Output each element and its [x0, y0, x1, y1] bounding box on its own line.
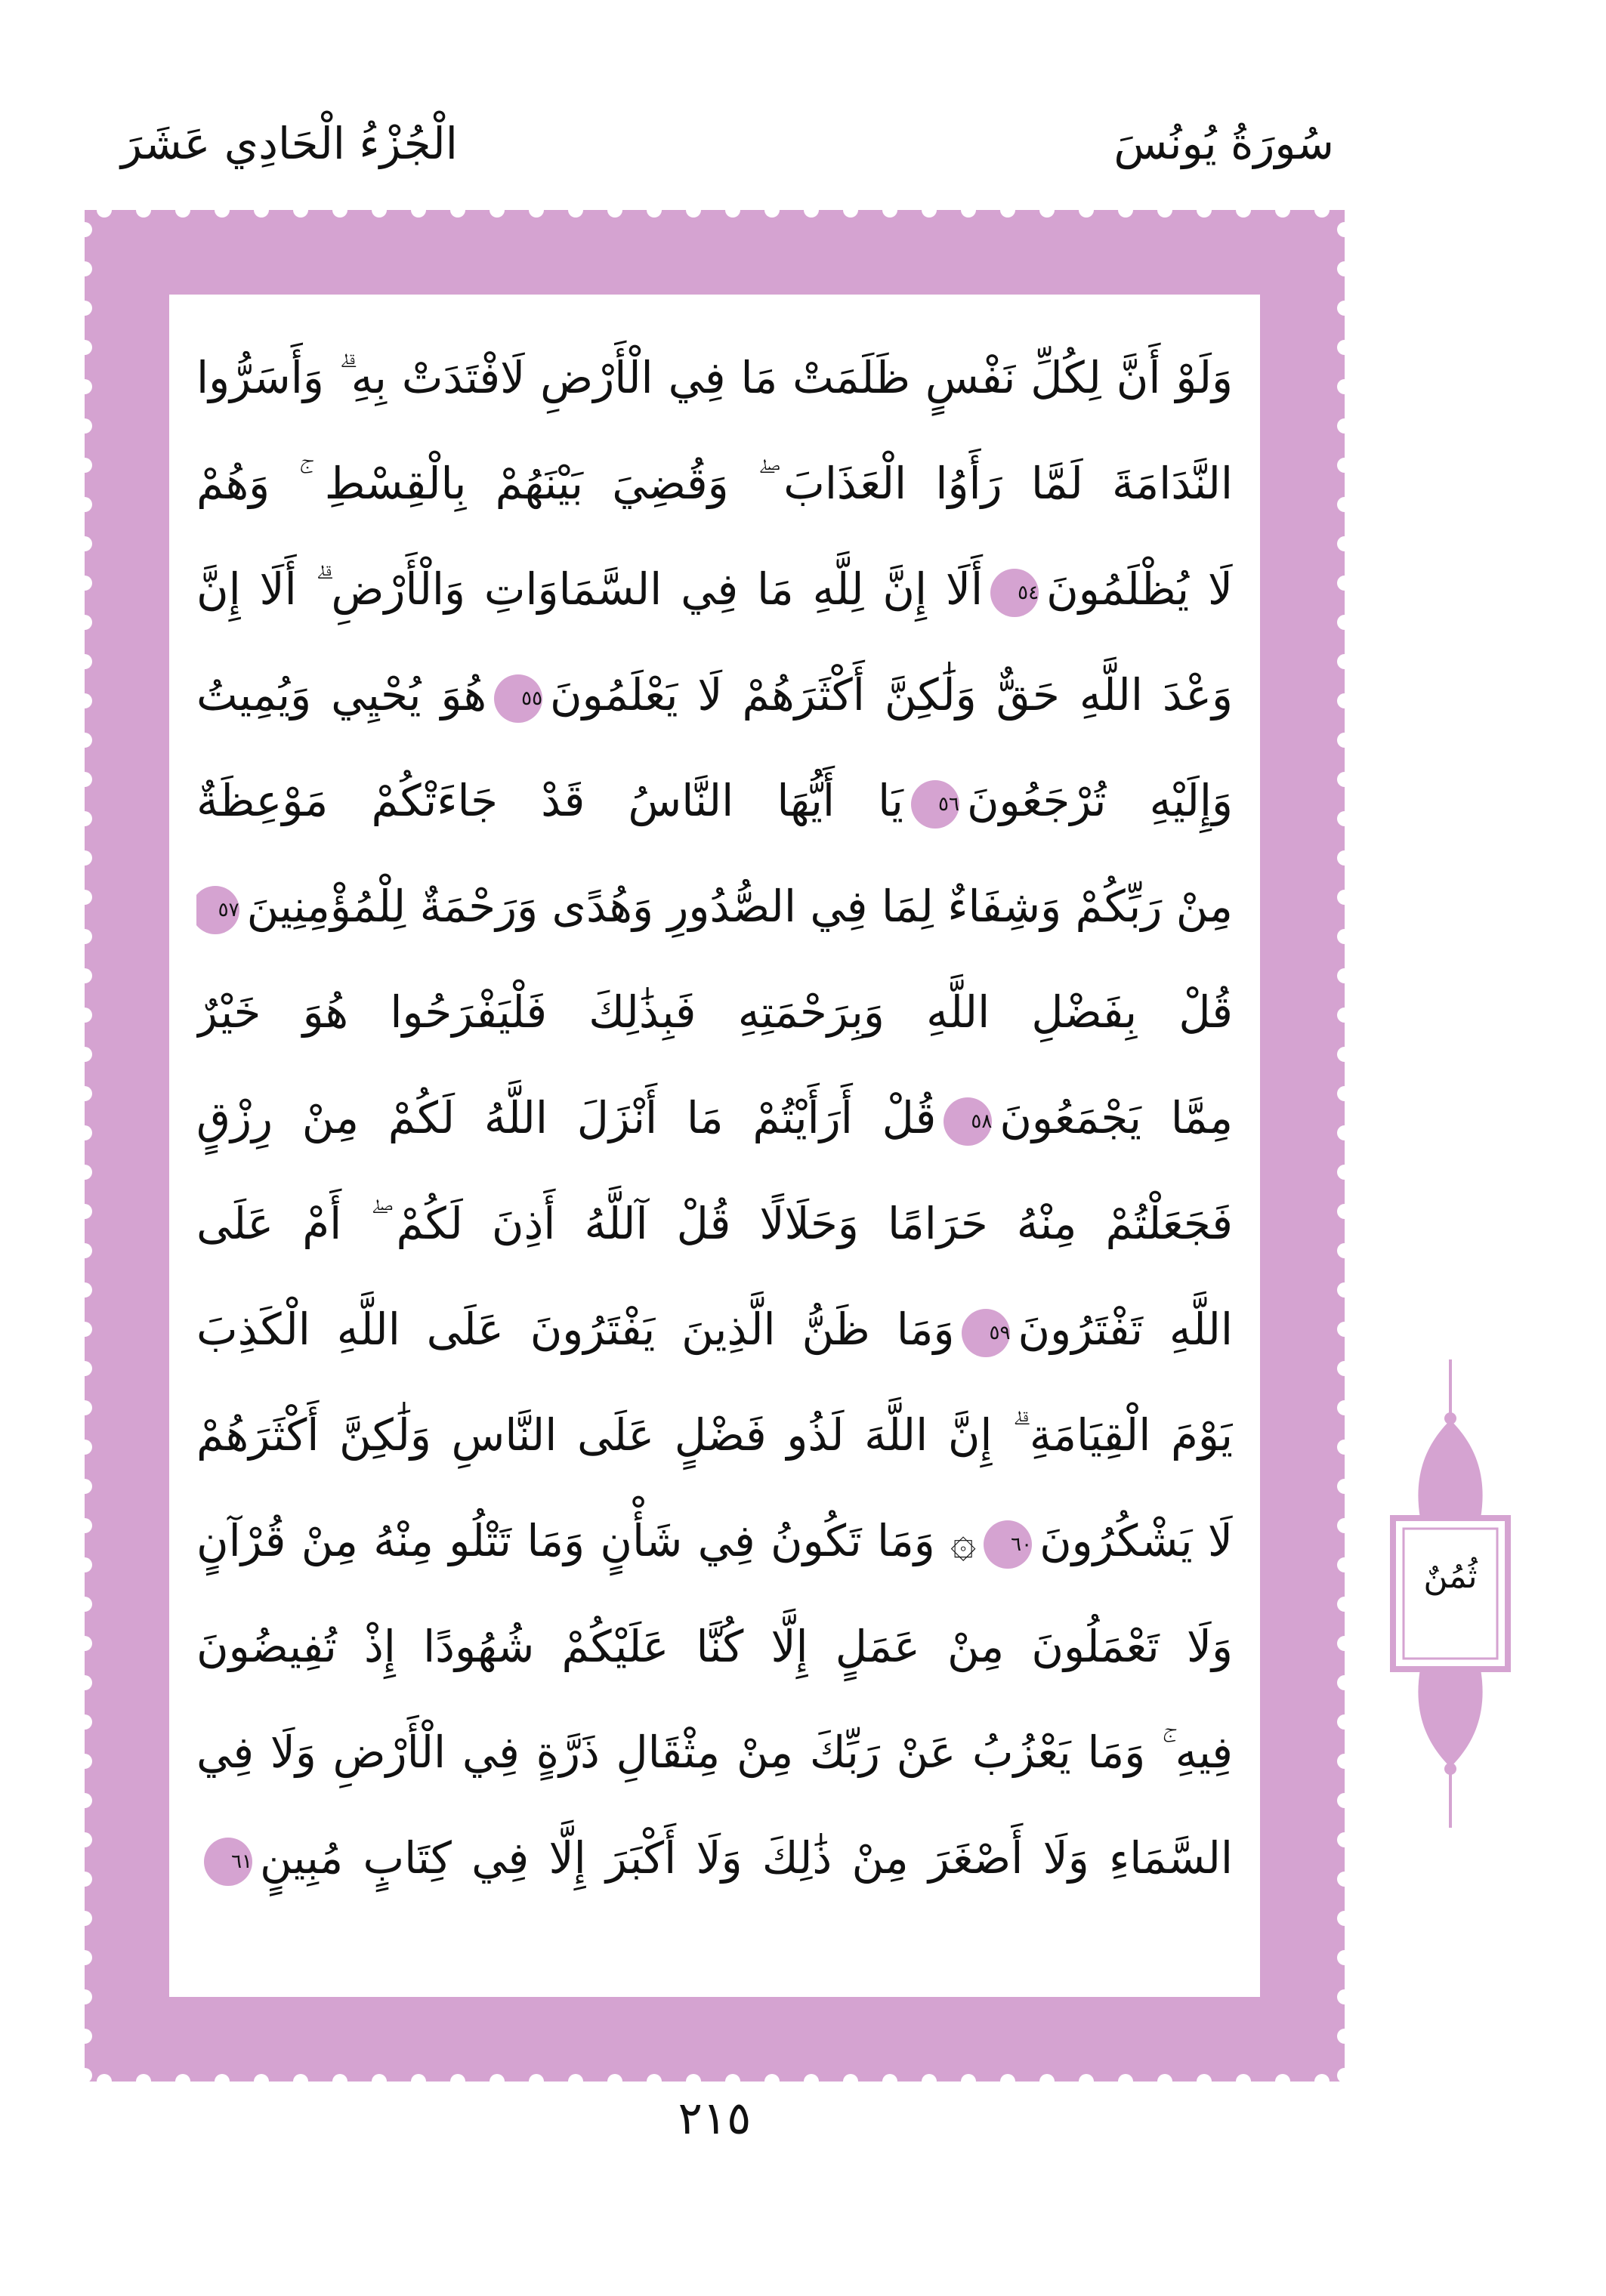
verse-line	[196, 1276, 1233, 1382]
verse-text: أَلَا إِنَّ لِلَّهِ مَا فِي السَّمَاوَاتِ وَالْأَرْضِ ۗ أَلَا إِنَّ	[196, 563, 984, 615]
juz-name: الْجُزْءُ الْحَادِي عَشَرَ	[121, 118, 458, 169]
ayah-number-marker: ٦٠	[984, 1520, 1032, 1569]
verse-line	[196, 748, 1233, 853]
verse-text: فِيهِ ۚ وَمَا يَعْزُبُ عَنْ رَبِّكَ مِنْ مِثْقَالِ ذَرَّةٍ فِي الْأَرْضِ وَلَا فِي	[196, 1727, 1233, 1778]
verse-line	[196, 325, 1233, 430]
ayah-number-marker: ٥٧	[196, 886, 239, 934]
verse-line	[196, 1699, 1233, 1805]
verse-text: هُوَ يُحْيِي وَيُمِيتُ	[196, 669, 487, 721]
surah-name: سُورَةُ يُونُسَ	[1113, 118, 1334, 169]
verse-text: لَا يَشْكُرُونَ	[1039, 1515, 1233, 1566]
verse-line	[196, 1171, 1233, 1276]
ayah-number-marker: ٥٨	[944, 1097, 992, 1146]
page-number: ٢١٥	[678, 2092, 752, 2145]
verse-text: يَوْمَ الْقِيَامَةِ ۗ إِنَّ اللَّهَ لَذُو فَضْلٍ عَلَى النَّاسِ وَلَٰكِنَّ أَكْثَرَهُمْ	[196, 1409, 1233, 1461]
eighth-label: ثُمُنٌ	[1423, 1557, 1478, 1596]
page-frame	[85, 210, 1345, 2082]
verse-text: لَا يُظْلَمُونَ	[1046, 563, 1233, 615]
verse-text: ۞ وَمَا تَكُونُ فِي شَأْنٍ وَمَا تَتْلُو مِنْهُ مِنْ قُرْآنٍ	[196, 1515, 977, 1566]
verse-line	[196, 1065, 1233, 1171]
ayah-number-marker: ٥٥	[494, 674, 542, 723]
verse-text: وَلَا تَعْمَلُونَ مِنْ عَمَلٍ إِلَّا كُنَّا عَلَيْكُمْ شُهُودًا إِذْ تُفِيضُونَ	[196, 1621, 1233, 1672]
verse-text: وَمَا ظَنُّ الَّذِينَ يَفْتَرُونَ عَلَى اللَّهِ الْكَذِبَ	[196, 1304, 955, 1355]
verse-line	[196, 1805, 1233, 1911]
verse-line	[196, 853, 1233, 959]
verse-text: مِمَّا يَجْمَعُونَ	[999, 1092, 1233, 1143]
verse-text: النَّدَامَةَ لَمَّا رَأَوُا الْعَذَابَ ۖ وَقُضِيَ بَيْنَهُمْ بِالْقِسْطِ ۚ وَهُمْ	[196, 458, 1233, 509]
eighth-marker	[1390, 1359, 1511, 1828]
ayah-number-marker: ٥٦	[911, 780, 959, 829]
verse-text: فَجَعَلْتُمْ مِنْهُ حَرَامًا وَحَلَالًا قُلْ آللَّهُ أَذِنَ لَكُمْ ۖ أَمْ عَلَى	[196, 1198, 1233, 1249]
verse-line	[196, 959, 1233, 1065]
ayah-number-marker: ٥٩	[962, 1309, 1010, 1357]
verse-text: وَعْدَ اللَّهِ حَقٌّ وَلَٰكِنَّ أَكْثَرَهُمْ لَا يَعْلَمُونَ	[550, 669, 1233, 721]
verse-line	[196, 536, 1233, 642]
verse-text: مِنْ رَبِّكُمْ وَشِفَاءٌ لِمَا فِي الصُّدُورِ وَهُدًى وَرَحْمَةٌ لِلْمُؤْمِنِينَ	[246, 881, 1233, 932]
verse-line	[196, 1488, 1233, 1594]
verse-line	[196, 1594, 1233, 1699]
text-panel	[169, 295, 1260, 1997]
verse-text: يَا أَيُّهَا النَّاسُ قَدْ جَاءَتْكُمْ مَوْعِظَةٌ	[196, 775, 903, 826]
verse-line	[196, 642, 1233, 748]
verse-text: السَّمَاءِ وَلَا أَصْغَرَ مِنْ ذَٰلِكَ وَلَا أَكْبَرَ إِلَّا فِي كِتَابٍ مُبِينٍ	[260, 1832, 1233, 1884]
verse-text: قُلْ أَرَأَيْتُمْ مَا أَنْزَلَ اللَّهُ لَكُمْ مِنْ رِزْقٍ	[196, 1092, 937, 1143]
verse-text: اللَّهِ تَفْتَرُونَ	[1018, 1304, 1233, 1355]
verse-line	[196, 1382, 1233, 1488]
verse-text: وَلَوْ أَنَّ لِكُلِّ نَفْسٍ ظَلَمَتْ مَا فِي الْأَرْضِ لَافْتَدَتْ بِهِ ۗ وَأَسَرُّوا	[196, 352, 1233, 403]
verse-line	[196, 430, 1233, 536]
verse-text: وَإِلَيْهِ تُرْجَعُونَ	[966, 775, 1233, 826]
verse-lines	[196, 325, 1233, 1911]
ayah-number-marker: ٥٤	[990, 569, 1039, 617]
verse-text: قُلْ بِفَضْلِ اللَّهِ وَبِرَحْمَتِهِ فَبِذَٰلِكَ فَلْيَفْرَحُوا هُوَ خَيْرٌ	[196, 986, 1233, 1038]
ayah-number-marker: ٦١	[204, 1838, 252, 1886]
